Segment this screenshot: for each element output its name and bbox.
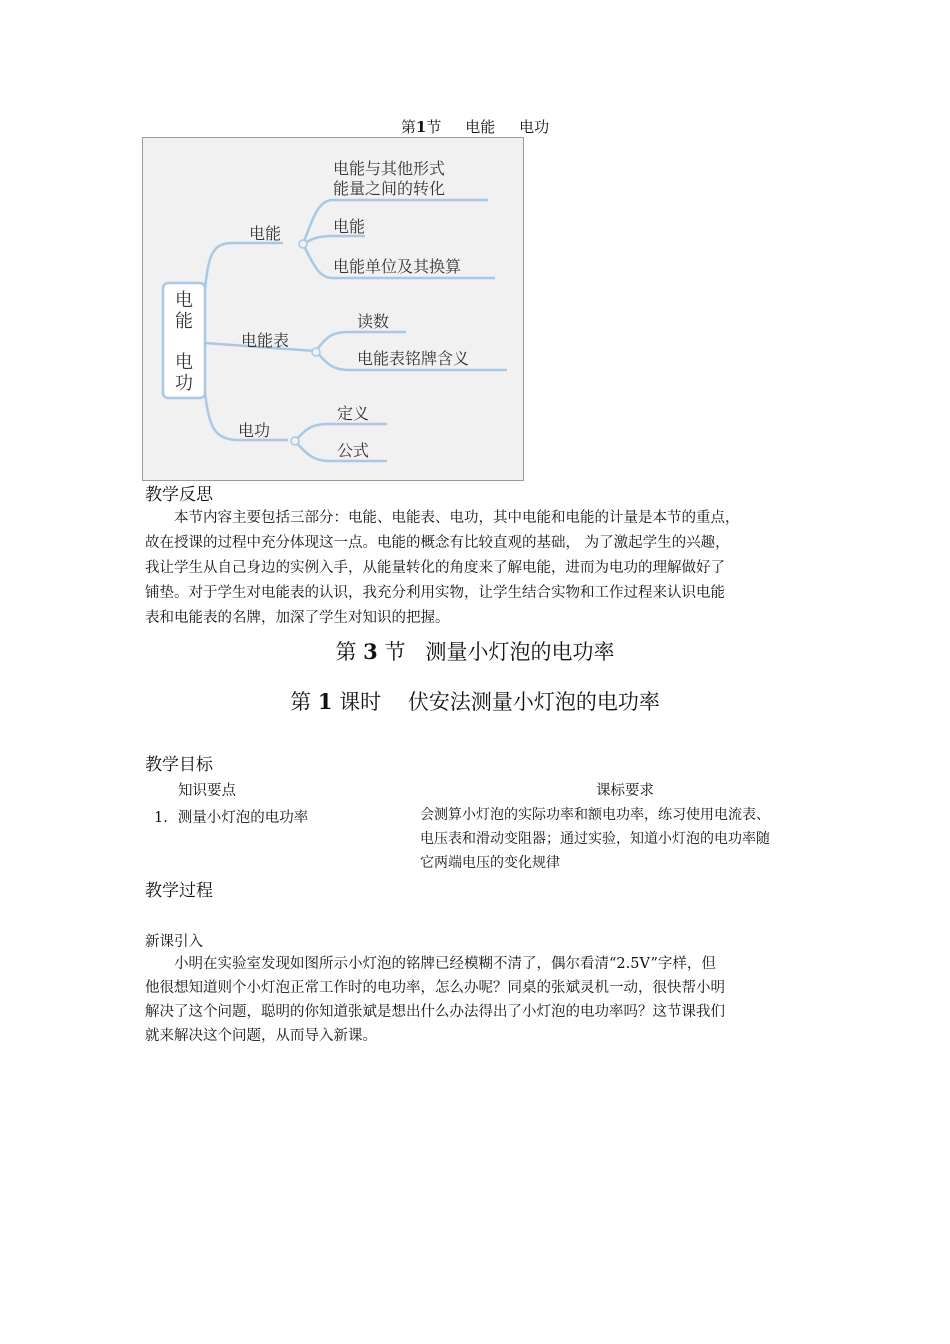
process-line-3: 解决了这个问题，聪明的你知道张斌是想出什么办法得出了小灯泡的电功率吗？这节课我们 [145,1004,725,1020]
reflection-line-1: 本节内容主要包括三部分：电能、电能表、电功，其中电能和电能的计量是本节的重点， [174,510,740,526]
leaf-2b: 电能表铭牌含义 [357,349,470,368]
root-line-3: 电 [175,352,193,373]
goals-req-line-2: 电压表和滑动变阻器；通过实验，知道小灯泡的电功率随 [420,831,770,847]
goals-row-1-requirement [420,803,840,875]
leaf-1c: 电能单位及其换算 [333,257,462,276]
leaf-2a: 读数 [357,312,390,331]
process-heading: 教学过程 [145,881,213,901]
branch-2-label: 电能表 [241,331,290,350]
reflection-line-2: 故在授课的过程中充分体现这一点。电能的概念有比较直观的基础， 为了激起学生的兴趣， [145,535,730,551]
junction-branch2 [312,348,320,356]
goals-req-line-1: 会测算小灯泡的实际功率和额电功率，练习使用电流表、 [420,807,770,823]
connector-leaf-1b [303,236,365,244]
connector-leaf-1a [303,200,488,244]
mind-map-graphic [143,138,523,480]
process-paragraph [145,952,813,1048]
junction-branch1 [299,240,307,248]
goals-req-line-3: 它两端电压的变化规律 [420,855,560,871]
root-line-4: 功 [175,373,193,394]
process-line-1: 小明在实验室发现如图所示小灯泡的铭牌已经模糊不清了，偶尔看清“2.5V”字样，但 [174,956,716,972]
goals-col-knowledge: 知识要点 [178,783,236,799]
root-line-2: 能 [175,311,193,332]
reflection-line-4: 铺垫。对于学生对电能表的认识，我充分利用实物，让学生结合实物和工作过程来认识电能 [145,585,725,601]
leaf-1b: 电能 [333,217,366,236]
reflection-line-5: 表和电能表的名牌，加深了学生对知识的把握。 [145,610,450,626]
goals-col-requirement: 课标要求 [596,783,654,799]
leaf-3a: 定义 [337,404,370,423]
reflection-line-3: 我让学生从自己身边的实例入手，从能量转化的角度来了解电能，进而为电功的理解做好了 [145,560,725,576]
goals-row-1-point: 1．测量小灯泡的电功率 [154,810,309,826]
reflection-heading: 教学反思 [145,485,213,505]
leaf-3b: 公式 [337,441,370,460]
leaf-1a-line2: 能量之间的转化 [333,179,446,198]
process-subheading: 新课引入 [145,934,203,950]
reflection-paragraph [145,506,813,631]
junction-branch3 [291,437,299,445]
connector-branch1 [205,243,283,288]
root-line-1: 电 [175,290,193,311]
lesson-1-title: 第 1 课时 伏安法测量小灯泡的电功率 [290,689,660,714]
process-line-4: 就来解决这个问题，从而导入新课。 [145,1028,377,1044]
mind-map [142,137,524,481]
goals-heading: 教学目标 [145,755,213,775]
process-line-2: 他很想知道则个小灯泡正常工作时的电功率，怎么办呢？同桌的张斌灵机一动，很快帮小明 [145,980,725,996]
section-1-title: 第1节 电能 电功 [400,118,550,136]
branch-1-label: 电能 [249,224,282,243]
connector-leaf-3a [295,424,387,441]
section-3-title: 第 3 节 测量小灯泡的电功率 [335,639,615,664]
leaf-1a-line1: 电能与其他形式 [333,159,446,178]
branch-3-label: 电功 [238,421,271,440]
